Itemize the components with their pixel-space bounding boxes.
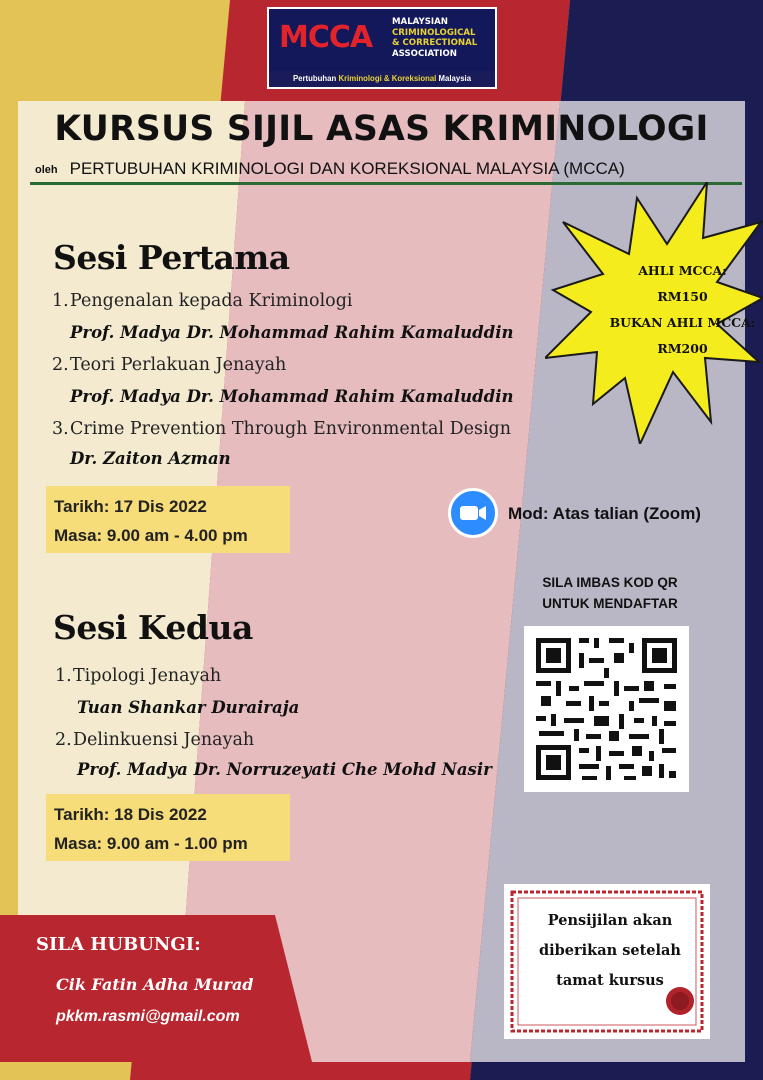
session1-topic <box>52 354 513 376</box>
logo-strip-text: Pertubuhan <box>292 74 339 83</box>
qr-caption-line: UNTUK MENDAFTAR <box>542 596 678 611</box>
logo-strip <box>269 71 495 87</box>
contact-email[interactable]: pkkm.rasmi@gmail.com <box>56 1008 240 1025</box>
item-number: 2. <box>55 730 72 750</box>
qr-caption-line: SILA IMBAS KOD QR <box>542 575 678 590</box>
certificate-line: Pensijilan akan <box>547 912 673 929</box>
session2-date: Tarikh: 18 Dis 2022 <box>54 805 207 824</box>
session2-speaker: Tuan Shankar Durairaja <box>77 698 300 717</box>
logo-association-name <box>392 17 496 59</box>
topic-text: Delinkuensi Jenayah <box>73 730 255 750</box>
session1-topic <box>52 418 513 440</box>
session2-topic <box>55 665 492 687</box>
session1-date: Tarikh: 17 Dis 2022 <box>54 497 207 516</box>
session1-date-box <box>46 486 290 553</box>
member-price-label: AHLI MCCA: <box>638 263 727 278</box>
nonmember-price: RM200 <box>657 341 708 356</box>
logo-strip-text: Kriminologi & Koreksional <box>338 74 437 83</box>
mcca-logo <box>267 7 497 89</box>
session1-list <box>52 290 513 470</box>
nonmember-price-label: BUKAN AHLI MCCA: <box>609 315 756 330</box>
topic-text: Teori Perlakuan Jenayah <box>70 355 287 375</box>
session1-speaker: Prof. Madya Dr. Mohammad Rahim Kamaluddin <box>70 323 514 342</box>
video-camera-icon <box>451 491 495 535</box>
logo-assoc-line: MALAYSIAN <box>392 17 448 27</box>
member-price: RM150 <box>657 289 708 304</box>
logo-assoc-line: ASSOCIATION <box>392 48 457 59</box>
certificate-line: tamat kursus <box>556 972 664 989</box>
item-number: 2. <box>52 355 69 375</box>
session2-list <box>55 665 492 781</box>
logo-strip-text: Malaysia <box>436 74 472 83</box>
session1-title: Sesi Pertama <box>53 238 290 277</box>
session1-speaker: Prof. Madya Dr. Mohammad Rahim Kamaluddin <box>70 387 514 406</box>
topic-text: Pengenalan kepada Kriminologi <box>70 291 353 311</box>
item-number: 1. <box>55 666 72 686</box>
logo-assoc-line: & CORRECTIONAL <box>392 38 478 48</box>
session2-title: Sesi Kedua <box>53 608 253 647</box>
item-number: 3. <box>52 419 69 439</box>
session2-time: Masa: 9.00 am - 1.00 pm <box>54 834 248 853</box>
item-number: 1. <box>52 291 69 311</box>
byline <box>35 158 735 181</box>
byline-prefix: oleh <box>35 164 58 176</box>
contact-name: Cik Fatin Adha Murad <box>56 975 254 994</box>
session1-speaker: Dr. Zaiton Azman <box>70 449 231 468</box>
certificate-text <box>530 906 690 996</box>
registration-qr-code[interactable] <box>524 626 689 792</box>
session1-time: Masa: 9.00 am - 4.00 pm <box>54 526 248 545</box>
session2-date-box <box>46 794 290 861</box>
session2-topic <box>55 729 492 751</box>
session1-topic <box>52 290 513 312</box>
byline-org: PERTUBUHAN KRIMINOLOGI DAN KOREKSIONAL MALAYSIA (MCCA) <box>69 159 625 178</box>
mode-label: Mod: Atas talian (Zoom) <box>508 504 701 523</box>
contact-title: SILA HUBUNGI: <box>36 934 201 955</box>
logo-assoc-line: CRIMINOLOGICAL <box>392 27 476 38</box>
topic-text: Tipologi Jenayah <box>73 666 222 686</box>
pricing-text <box>600 258 763 362</box>
topic-text: Crime Prevention Through Environmental Design <box>70 419 512 439</box>
zoom-video-icon <box>448 488 498 538</box>
certificate-line: diberikan setelah <box>539 942 681 959</box>
session2-speaker: Prof. Madya Dr. Norruzeyati Che Mohd Nasir <box>77 760 492 779</box>
poster-title: KURSUS SIJIL ASAS KRIMINOLOGI <box>54 109 709 149</box>
qr-caption <box>510 572 710 614</box>
logo-mark: MCCA <box>279 20 373 55</box>
